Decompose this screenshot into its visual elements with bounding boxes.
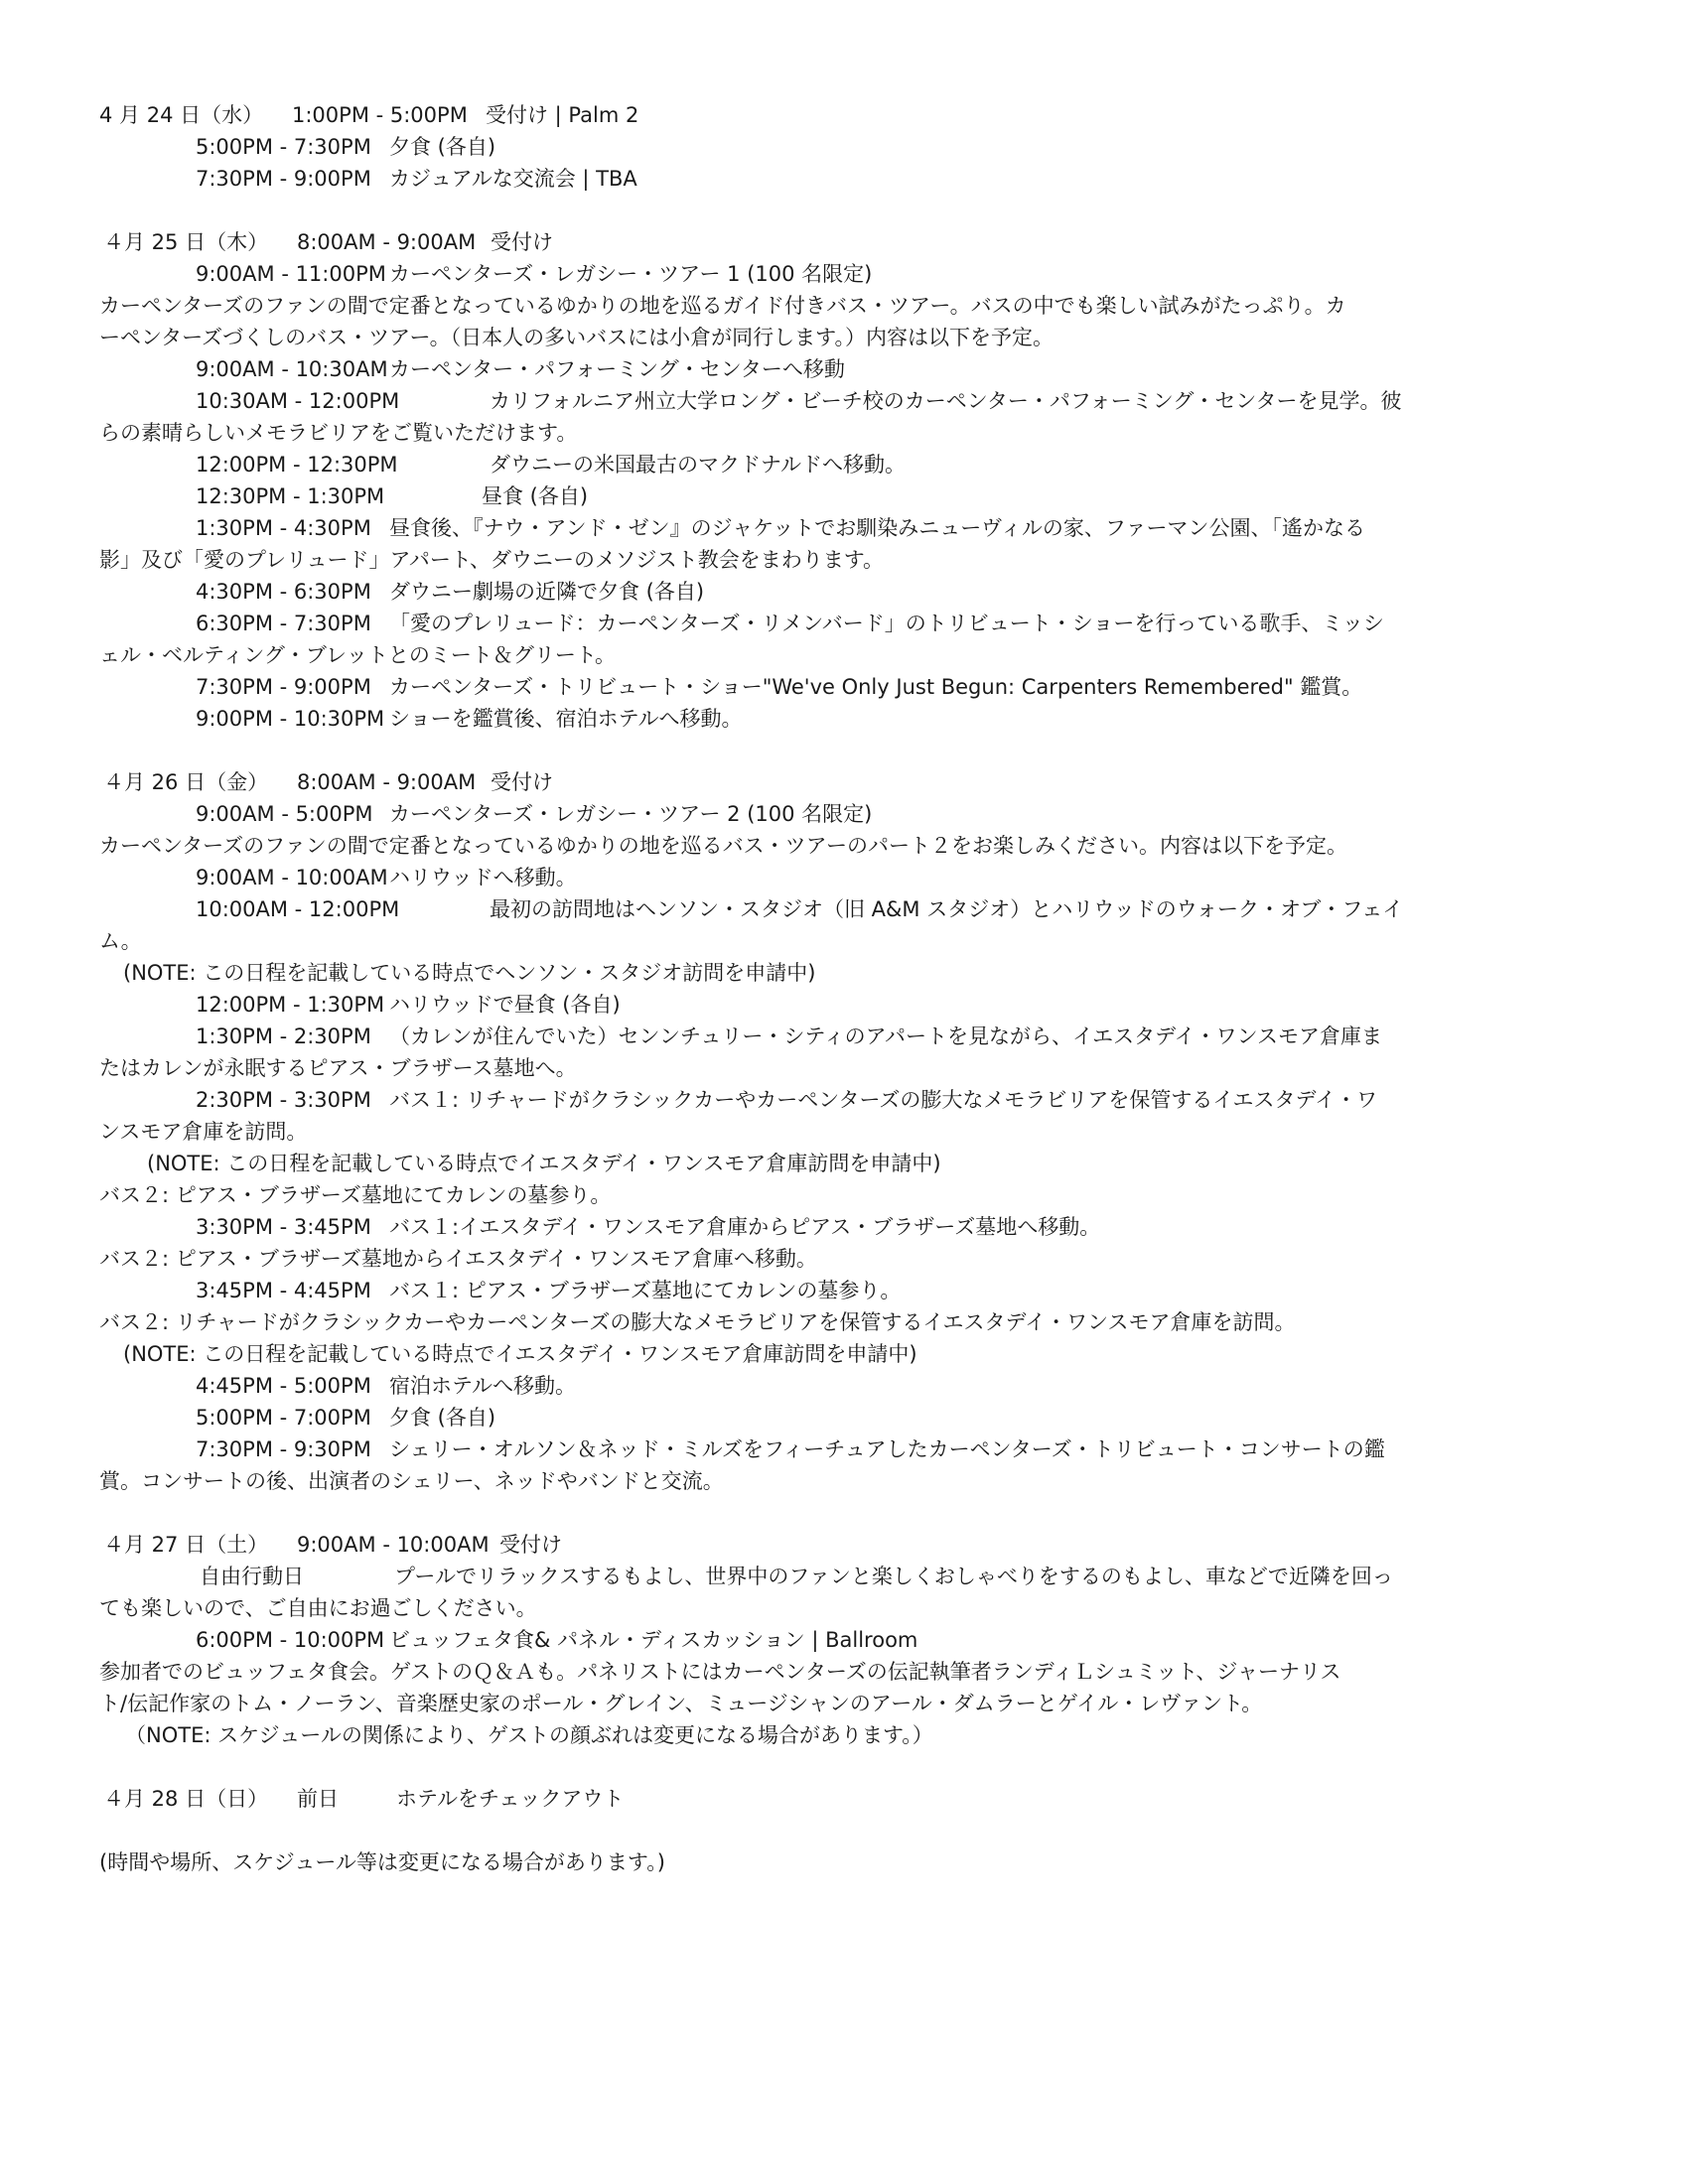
event-continuation: バス２: ピアス・ブラザーズ墓地からイエスタデイ・ワンスモア倉庫へ移動。 (99, 1247, 817, 1271)
schedule-row (99, 1370, 1589, 1402)
schedule-row (99, 989, 1589, 1021)
event-text: シェリー・オルソン＆ネッド・ミルズをフィーチュアしたカーペンターズ・トリビュート・コンサートの鑑 (389, 1437, 1385, 1461)
schedule-row (99, 131, 1589, 163)
note: (NOTE: この日程を記載している時点でイエスタデイ・ワンスモア倉庫訪問を申請中) (123, 1342, 917, 1366)
note: （NOTE: スケジュールの関係により、ゲストの顔ぶれは変更になる場合があります。） (125, 1723, 933, 1747)
time-range: 5:00PM - 7:00PM (196, 1406, 371, 1430)
schedule-row (99, 893, 1589, 925)
event-text: 宿泊ホテルへ移動。 (389, 1374, 576, 1398)
schedule-row (99, 226, 1589, 258)
date-label: ４月 26 日（金） (103, 770, 269, 794)
time-range: 3:45PM - 4:45PM (196, 1279, 371, 1302)
schedule-row (99, 1783, 1589, 1815)
event-text: カーペンターズ・トリビュート・ショー"We've Only Just Begun: Carpenters Remembered" 鑑賞。 (389, 675, 1363, 699)
event-text: （カレンが住んでいた）センンチュリー・シティのアパートを見ながら、イエスタデイ・ワンスモア倉庫ま (389, 1024, 1383, 1048)
time-range: 6:00PM - 10:00PM (196, 1628, 385, 1652)
time-range: 1:00PM - 5:00PM (292, 103, 468, 127)
event-text: バス１:イエスタデイ・ワンスモア倉庫からピアス・ブラザーズ墓地へ移動。 (389, 1215, 1101, 1239)
schedule-row (99, 766, 1589, 798)
time-range: 1:30PM - 2:30PM (196, 1024, 371, 1048)
event-continuation: 影」及び「愛のプレリュード」アパート、ダウニーのメソジスト教会をまわります。 (99, 548, 885, 572)
event-text: バス１: ピアス・ブラザーズ墓地にてカレンの墓参り。 (389, 1279, 902, 1302)
event-text: 受付け | Palm 2 (486, 103, 639, 127)
event-continuation: バス２: ピアス・ブラザーズ墓地にてカレンの墓参り。 (99, 1183, 612, 1207)
time-range: 4:45PM - 5:00PM (196, 1374, 371, 1398)
time-range: 2:30PM - 3:30PM (196, 1088, 371, 1112)
schedule-row (99, 163, 1589, 195)
time-range: 7:30PM - 9:00PM (196, 675, 371, 699)
schedule-row (99, 480, 1589, 512)
date-label: ４月 28 日（日） (103, 1787, 269, 1811)
event-text: 昼食 (各自) (482, 484, 589, 508)
time-range: 7:30PM - 9:30PM (196, 1437, 371, 1461)
event-text: ハリウッドで昼食 (各自) (389, 993, 621, 1017)
event-text: 夕食 (各自) (389, 135, 496, 159)
schedule-row (99, 1433, 1589, 1465)
time-range: 10:00AM - 12:00PM (196, 897, 400, 921)
schedule-row (99, 99, 1589, 131)
time-range: 9:00AM - 10:00AM (196, 866, 388, 889)
day-apr-26 (99, 766, 1589, 1497)
event-text: 夕食 (各自) (389, 1406, 496, 1430)
time-range: 12:00PM - 1:30PM (196, 993, 385, 1017)
date-label: ４月 25 日（木） (103, 230, 269, 254)
time-range: 3:30PM - 3:45PM (196, 1215, 371, 1239)
day-apr-27 (99, 1529, 1589, 1751)
event-text: ハリウッドへ移動。 (389, 866, 577, 889)
event-text: ダウニー劇場の近隣で夕食 (各自) (389, 580, 705, 604)
note: (NOTE: この日程を記載している時点でヘンソン・スタジオ訪問を申請中) (123, 961, 816, 985)
schedule-row (99, 512, 1589, 544)
date-label: ４月 27 日（土） (103, 1533, 269, 1557)
event-description: ーペンターズづくしのバス・ツアー。（日本人の多いバスには小倉が同行します。）内容は以下を予定。 (99, 326, 1054, 349)
day-apr-24 (99, 99, 1589, 195)
event-text: バス１: リチャードがクラシックカーやカーペンターズの膨大なメモラビリアを保管するイエスタデイ・ワ (389, 1088, 1378, 1112)
event-text: 「愛のプレリュード：カーペンターズ・リメンバード」のトリビュート・ショーを行っている歌手、ミッシ (389, 612, 1384, 635)
time-range: 5:00PM - 7:30PM (196, 135, 371, 159)
event-text: 受付け (491, 770, 553, 794)
event-text: プールでリラックスするもよし、世界中のファンと楽しくおしゃべりをするのもよし、車などで近隣を回っ (394, 1565, 1393, 1588)
footer-note: (時間や場所、スケジュール等は変更になる場合があります。) (99, 1850, 665, 1874)
event-text: カリフォルニア州立大学ロング・ビーチ校のカーペンター・パフォーミング・センターを見学。彼 (490, 389, 1402, 413)
event-text: 受付け (499, 1533, 562, 1557)
free-day-label: 自由行動日 (200, 1565, 304, 1588)
schedule-row (99, 1211, 1589, 1243)
event-text: ホテルをチェックアウト (396, 1787, 625, 1811)
time-range: 1:30PM - 4:30PM (196, 516, 371, 540)
schedule-row (99, 1624, 1589, 1656)
event-text: 昼食後、『ナウ・アンド・ゼン』のジャケットでお馴染みニューヴィルの家、ファーマン公園、「遙かなる (389, 516, 1366, 540)
note: (NOTE: この日程を記載している時点でイエスタデイ・ワンスモア倉庫訪問を申請中) (147, 1152, 941, 1175)
time-range: 12:00PM - 12:30PM (196, 453, 398, 477)
event-text: ダウニーの米国最古のマクドナルドへ移動。 (490, 453, 906, 477)
event-text: カーペンター・パフォーミング・センターへ移動 (389, 357, 845, 381)
event-description: ト/伝記作家のトム・ノーラン、音楽歴史家のポール・グレイン、ミュージシャンのアール・ダムラーとゲイル・レヴァント。 (99, 1692, 1263, 1715)
time-range: 10:30AM - 12:00PM (196, 389, 400, 413)
day-apr-28 (99, 1783, 1589, 1815)
event-text: カジュアルな交流会 | TBA (389, 167, 637, 191)
time-range: 9:00AM - 10:30AM (196, 357, 388, 381)
time-range: 7:30PM - 9:00PM (196, 167, 371, 191)
time-range: 9:00AM - 10:00AM (297, 1533, 490, 1557)
event-text: ショーを鑑賞後、宿泊ホテルへ移動。 (389, 707, 743, 731)
event-continuation: らの素晴らしいメモラビリアをご覧いただけます。 (99, 421, 578, 445)
schedule-row (99, 1561, 1589, 1592)
schedule-row (99, 608, 1589, 639)
schedule-row (99, 1529, 1589, 1561)
event-text: カーペンターズ・レガシー・ツアー 2 (100 名限定) (389, 802, 873, 826)
date-label: 4 月 24 日（水） (99, 103, 264, 127)
time-range: 8:00AM - 9:00AM (297, 770, 477, 794)
event-continuation: ても楽しいので、ご自由にお過ごしください。 (99, 1596, 537, 1620)
schedule-row (99, 576, 1589, 608)
schedule-row (99, 1084, 1589, 1116)
event-text: 受付け (491, 230, 553, 254)
schedule-row (99, 1021, 1589, 1052)
schedule-row (99, 258, 1589, 290)
event-continuation: たはカレンが永眠するピアス・ブラザース墓地へ。 (99, 1056, 577, 1080)
event-continuation: ェル・ベルティング・ブレットとのミート＆グリート。 (99, 643, 616, 667)
day-apr-25 (99, 226, 1589, 735)
time-range: 9:00AM - 11:00PM (196, 262, 386, 286)
time-range: 9:00AM - 5:00PM (196, 802, 373, 826)
schedule-row (99, 862, 1589, 893)
schedule-row (99, 385, 1589, 417)
time-range: 6:30PM - 7:30PM (196, 612, 371, 635)
time-range: 9:00PM - 10:30PM (196, 707, 385, 731)
time-range: 12:30PM - 1:30PM (196, 484, 385, 508)
schedule-row (99, 1275, 1589, 1306)
schedule-row (99, 703, 1589, 735)
schedule-row (99, 671, 1589, 703)
event-text: 最初の訪問地はヘンソン・スタジオ（旧 A&M スタジオ）とハリウッドのウォーク・オブ・フェイ (490, 897, 1404, 921)
schedule-row (99, 798, 1589, 830)
schedule-row (99, 353, 1589, 385)
event-text: カーペンターズ・レガシー・ツアー 1 (100 名限定) (389, 262, 873, 286)
schedule-row (99, 449, 1589, 480)
event-text: ビュッフェタ食& パネル・ディスカッション | Ballroom (389, 1628, 918, 1652)
day-label: 前日 (297, 1787, 339, 1811)
time-range: 4:30PM - 6:30PM (196, 580, 371, 604)
event-description: カーペンターズのファンの間で定番となっているゆかりの地を巡るバス・ツアーのパート２をお楽しみください。内容は以下を予定。 (99, 834, 1348, 858)
event-continuation: ンスモア倉庫を訪問。 (99, 1120, 308, 1144)
event-continuation: 賞。コンサートの後、出演者のシェリー、ネッドやバンドと交流。 (99, 1469, 724, 1493)
event-continuation: ム。 (99, 929, 142, 953)
event-description: 参加者でのビュッフェタ食会。ゲストのＱ＆Ａも。パネリストにはカーペンターズの伝記執筆者ランディＬシュミット、ジャーナリス (99, 1660, 1341, 1684)
schedule-row (99, 1402, 1589, 1433)
time-range: 8:00AM - 9:00AM (297, 230, 477, 254)
event-description: カーペンターズのファンの間で定番となっているゆかりの地を巡るガイド付きバス・ツアー。バスの中でも楽しい試みがたっぷり。カ (99, 294, 1346, 318)
event-continuation: バス２: リチャードがクラシックカーやカーペンターズの膨大なメモラビリアを保管するイエスタデイ・ワンスモア倉庫を訪問。 (99, 1310, 1296, 1334)
